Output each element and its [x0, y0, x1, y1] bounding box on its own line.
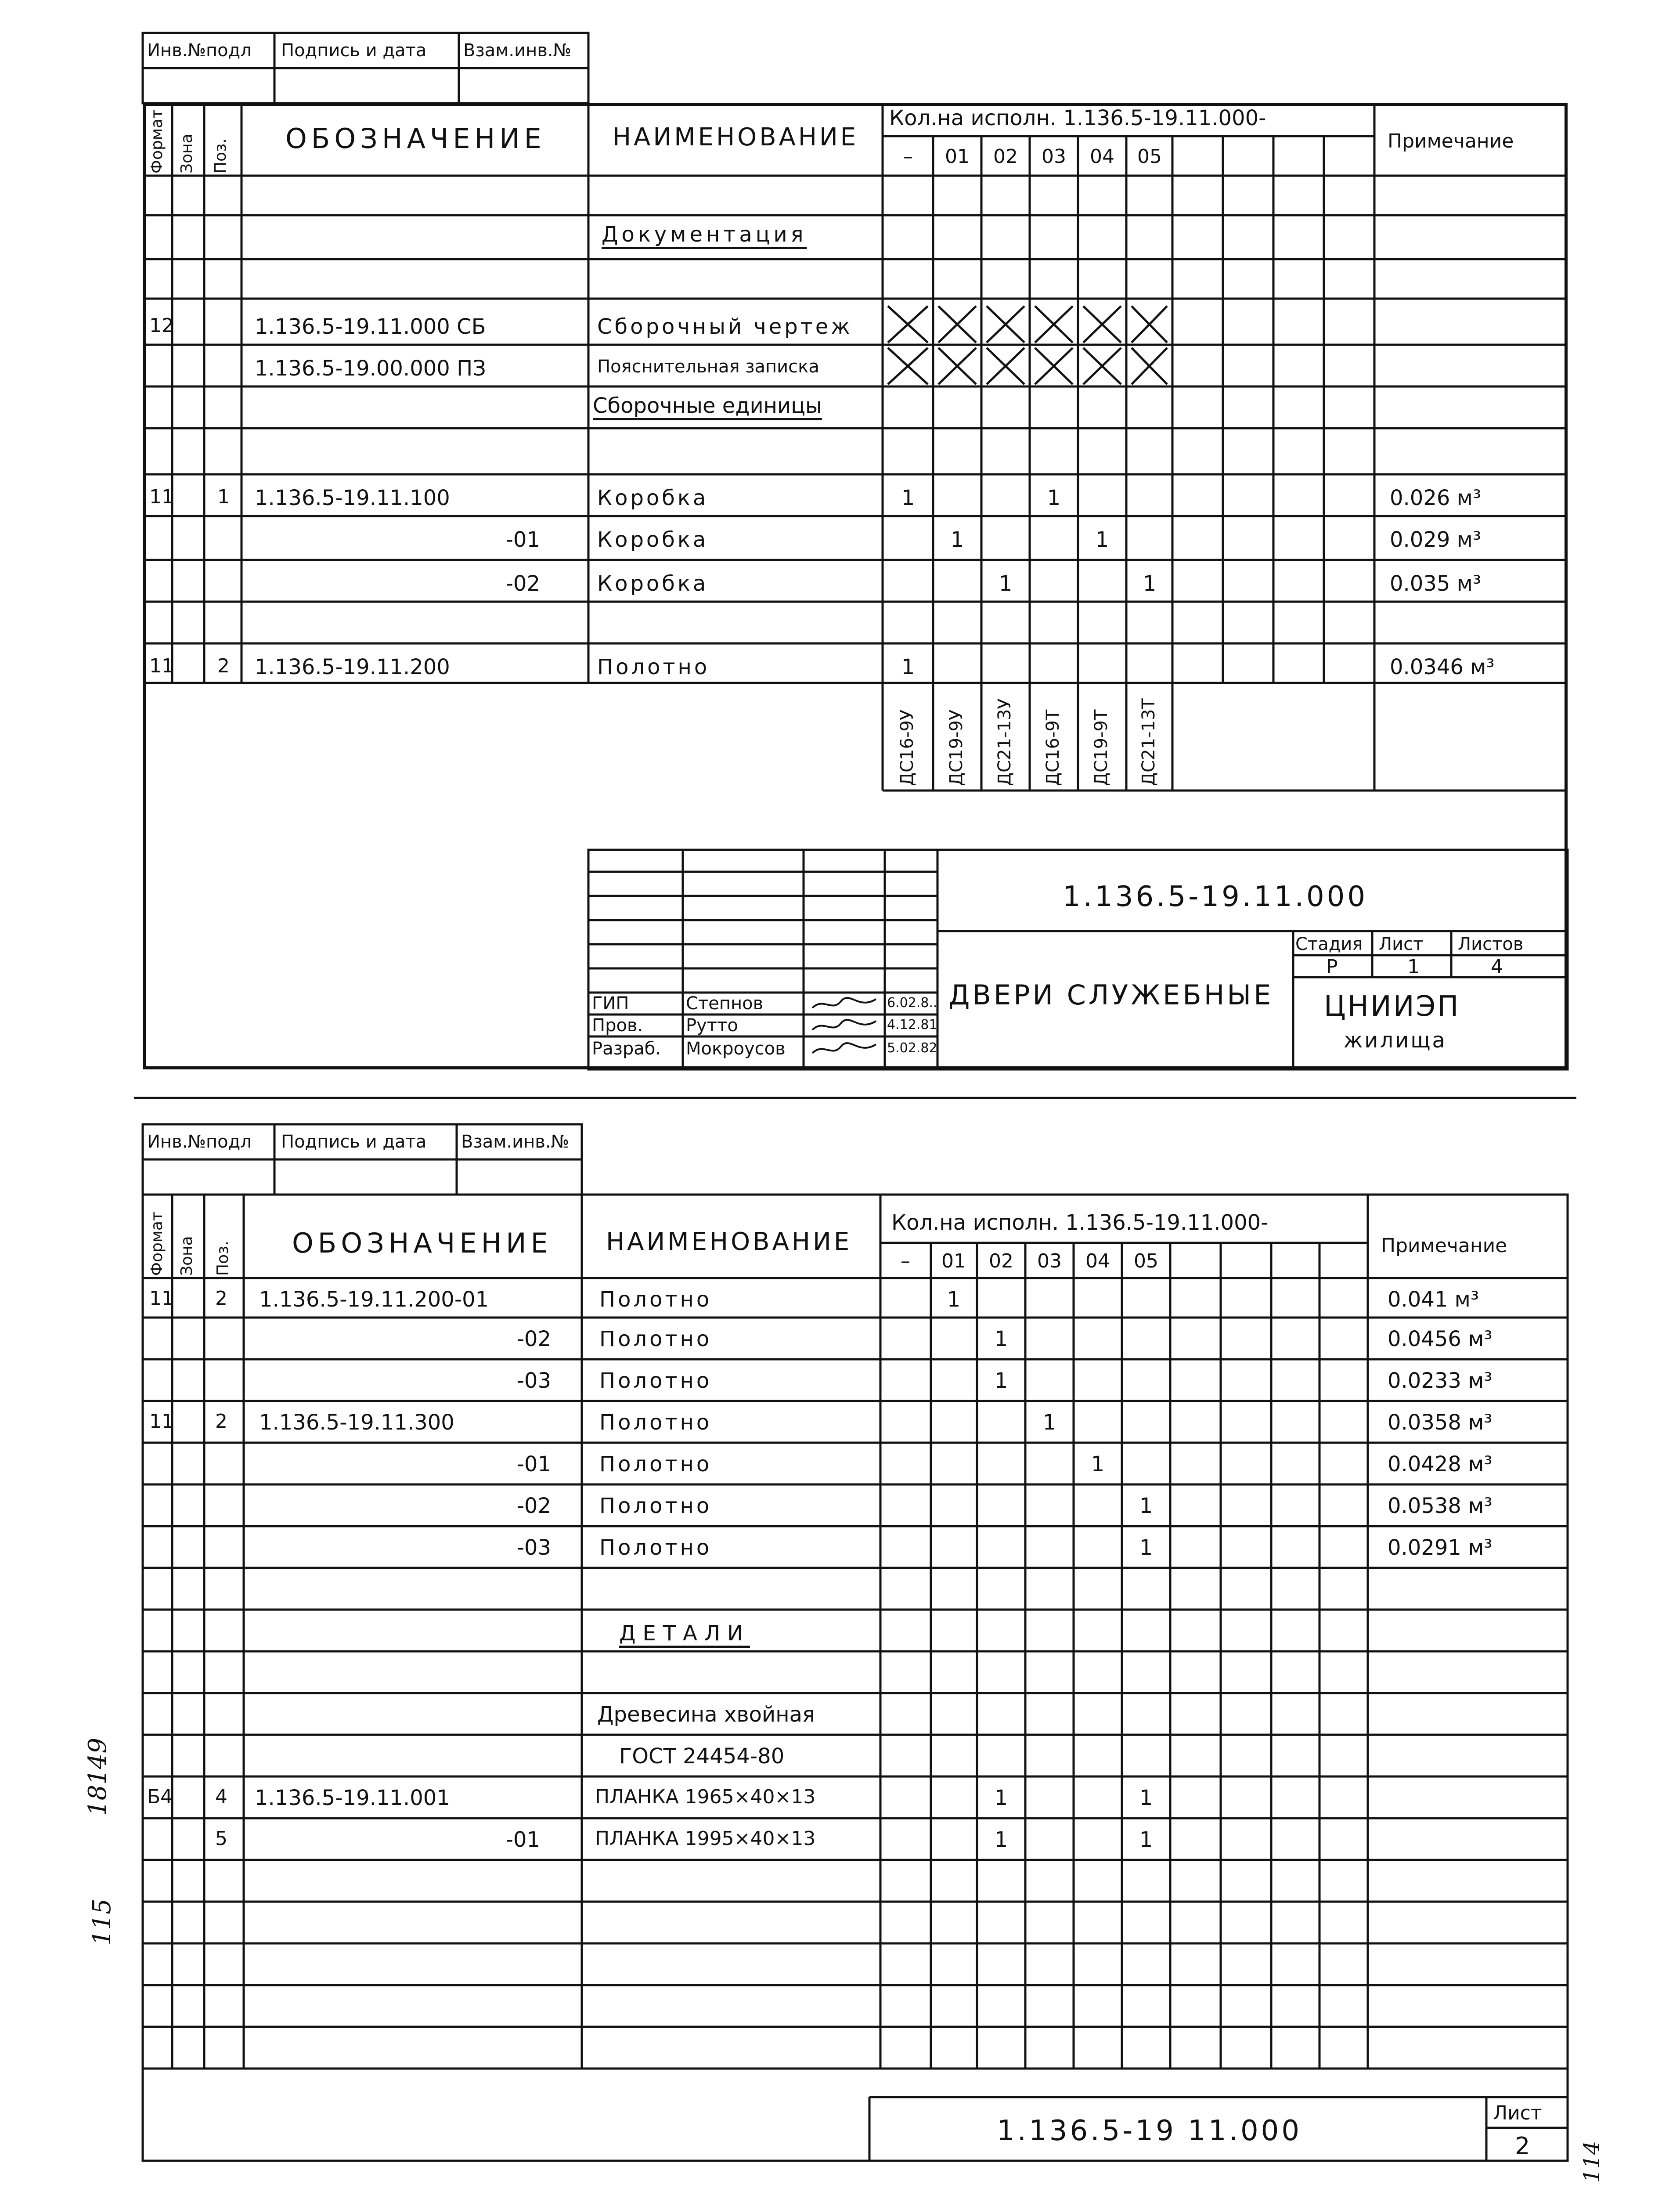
row-designation: -02 [505, 571, 540, 596]
row-quantity: 1 [994, 1368, 1008, 1393]
row-note: 0.0428 м³ [1388, 1452, 1493, 1477]
person-date: 4.12.81 [887, 1017, 937, 1033]
variant-header: 03 [1042, 145, 1066, 168]
sheet-value: 1 [1407, 956, 1420, 978]
door-type-label: ДС16-9Т [1043, 709, 1063, 786]
variant-header: 02 [989, 1250, 1013, 1272]
detail-designation: -01 [505, 1827, 540, 1852]
row-name: Полотно [599, 1287, 712, 1312]
row-quantity: 1 [999, 571, 1013, 596]
detail-name: ПЛАНКА 1965×40×13 [595, 1786, 816, 1808]
row-name: Коробка [597, 527, 709, 552]
row-note: 0.029 м³ [1390, 527, 1482, 552]
door-type-label: ДС21-13Т [1139, 698, 1159, 786]
row-note: 0.0233 м³ [1388, 1368, 1493, 1393]
person-name: Мокроусов [686, 1039, 786, 1059]
row-quantity: 1 [1139, 1535, 1153, 1560]
row-designation: 1.136.5-19.11.000 СБ [255, 314, 486, 339]
row-note: 0.0538 м³ [1388, 1494, 1493, 1518]
stamp-podpis-data: Подпись и дата [281, 40, 427, 61]
variant-header: 04 [1090, 145, 1114, 168]
row-designation: 1.136.5-19.11.200-01 [259, 1287, 489, 1312]
row-name: Полотно [599, 1327, 712, 1351]
door-type-label: ДС19-9Т [1091, 709, 1111, 786]
row-poz: 2 [215, 1410, 227, 1433]
col2-format-header: Формат [148, 1211, 166, 1276]
org-line-2: жилища [1344, 1028, 1447, 1053]
detail-designation: 1.136.5-19.11.001 [255, 1786, 450, 1810]
stamp2-podpis-data: Подпись и дата [281, 1132, 427, 1152]
row-name: Полотно [597, 655, 710, 679]
person-date: 6.02.8.. [887, 995, 937, 1011]
variant-header: 03 [1037, 1250, 1062, 1272]
row-quantity: 1 [947, 1287, 961, 1312]
variant-header: 01 [941, 1250, 966, 1272]
col2-primechanie-header: Примечание [1381, 1235, 1507, 1257]
row-quantity: 1 [1047, 486, 1061, 510]
stage-value: Р [1326, 956, 1338, 978]
row-poz: 1 [217, 486, 230, 508]
col-zona-header: Зона [178, 134, 196, 173]
row-note: 0.0346 м³ [1390, 655, 1495, 679]
signature-scribble [810, 1040, 880, 1062]
row-designation: -02 [516, 1494, 551, 1518]
row-note: 0.041 м³ [1388, 1287, 1479, 1312]
row-quantity: 1 [1042, 1410, 1056, 1435]
stamp-vzam-inv: Взам.инв.№ [463, 40, 572, 61]
col2-kol-header: Кол.на исполн. 1.136.5-19.11.000- [891, 1210, 1269, 1235]
row-quantity: 1 [1091, 1452, 1105, 1477]
row-format: 11 [149, 655, 174, 677]
row-format: 11 [149, 486, 174, 508]
row-name: Полотно [599, 1410, 712, 1435]
row-note: 0.026 м³ [1390, 486, 1482, 510]
variant-header: – [903, 145, 913, 168]
row-name: Коробка [597, 571, 709, 596]
col2-oboznachenie-header: ОБОЗНАЧЕНИЕ [292, 1227, 552, 1259]
variant-header: 01 [945, 145, 970, 168]
signature-scribble [810, 1017, 880, 1039]
sheet-label: Лист [1379, 934, 1424, 954]
col-poz-header: Поз. [212, 138, 230, 173]
row-name: Пояснительная записка [597, 357, 819, 377]
detail-quantity: 1 [994, 1827, 1008, 1852]
door-type-label: ДС21-13У [995, 698, 1015, 786]
sheets-label: Листов [1458, 934, 1524, 954]
col-naimenovanie-header: НАИМЕНОВАНИЕ [613, 123, 859, 152]
detail-poz: 5 [215, 1827, 227, 1850]
variant-header: 05 [1137, 145, 1162, 168]
row-quantity: 1 [901, 486, 915, 510]
row-quantity: 1 [1095, 527, 1109, 552]
row-poz: 2 [217, 655, 230, 677]
row-name: Полотно [599, 1535, 712, 1560]
row-poz: 2 [215, 1287, 227, 1310]
stamp2-inv-podl: Инв.№подл [147, 1132, 252, 1152]
margin-number: 18149 [83, 1737, 112, 1816]
variant-header: 05 [1134, 1250, 1158, 1272]
col2-naimenovanie-header: НАИМЕНОВАНИЕ [606, 1228, 852, 1256]
row-designation: 1.136.5-19.00.000 ПЗ [255, 356, 486, 381]
row-designation: 1.136.5-19.11.300 [259, 1410, 454, 1435]
material-line-1: Древесина хвойная [597, 1702, 815, 1727]
col2-zona-header: Зона [178, 1236, 196, 1276]
row-designation: -03 [516, 1535, 551, 1560]
person-role: Пров. [592, 1015, 643, 1036]
row-quantity: 1 [901, 655, 915, 679]
row-designation: -01 [505, 527, 540, 552]
person-name: Степнов [686, 993, 764, 1014]
row-format: 12 [149, 314, 174, 337]
col-kol-header: Кол.на исполн. 1.136.5-19.11.000- [889, 106, 1266, 130]
door-type-label: ДС16-9У [897, 709, 917, 786]
row-designation: 1.136.5-19.11.200 [255, 655, 450, 679]
col-primechanie-header: Примечание [1388, 130, 1514, 152]
row-format: 11 [149, 1287, 174, 1310]
title-block-title: ДВЕРИ СЛУЖЕБНЫЕ [948, 979, 1274, 1011]
row-format: 11 [149, 1410, 174, 1433]
section-assemblies: Сборочные единицы [593, 394, 822, 418]
row-designation: -01 [516, 1452, 551, 1477]
row-designation: 1.136.5-19.11.100 [255, 486, 450, 510]
footer-sheet-value: 2 [1515, 2132, 1530, 2160]
door-type-label: ДС19-9У [946, 709, 966, 786]
section-documentation: Документация [602, 222, 807, 247]
row-quantity: 1 [1143, 571, 1157, 596]
detail-quantity: 1 [1139, 1827, 1153, 1852]
detail-poz: 4 [215, 1786, 227, 1808]
row-name: Полотно [599, 1494, 712, 1518]
stage-label: Стадия [1295, 934, 1363, 954]
detail-name: ПЛАНКА 1995×40×13 [595, 1827, 816, 1850]
row-name: Полотно [599, 1368, 712, 1393]
row-quantity: 1 [950, 527, 964, 552]
detail-quantity: 1 [994, 1786, 1008, 1810]
row-quantity: 1 [994, 1327, 1008, 1351]
footer-sheet-label: Лист [1493, 2102, 1542, 2124]
row-designation: -03 [516, 1368, 551, 1393]
signature-scribble [810, 995, 880, 1017]
col-format-header: Формат [148, 109, 166, 173]
variant-header: – [901, 1250, 910, 1272]
footer-code: 1.136.5-19 11.000 [997, 2115, 1302, 2147]
margin-page-left: 115 [88, 1899, 116, 1946]
stamp2-vzam-inv: Взам.инв.№ [461, 1132, 570, 1152]
variant-header: 04 [1085, 1250, 1110, 1272]
margin-page-right: 114 [1579, 2141, 1604, 2183]
sheets-value: 4 [1491, 956, 1503, 978]
stamp-inv-podl: Инв.№подл [147, 40, 252, 61]
material-line-2: ГОСТ 24454-80 [619, 1744, 785, 1769]
row-name: Полотно [599, 1452, 712, 1477]
variant-header: 02 [993, 145, 1018, 168]
detail-quantity: 1 [1139, 1786, 1153, 1810]
org-line-1: ЦНИИЭП [1324, 990, 1460, 1023]
row-quantity: 1 [1139, 1494, 1153, 1518]
person-date: 5.02.82 [887, 1040, 937, 1056]
row-note: 0.0291 м³ [1388, 1535, 1493, 1560]
row-name: Коробка [597, 486, 709, 510]
person-name: Рутто [686, 1015, 738, 1036]
person-role: ГИП [592, 993, 629, 1014]
row-note: 0.035 м³ [1390, 571, 1482, 596]
row-name: Сборочный чертеж [597, 314, 853, 339]
row-note: 0.0456 м³ [1388, 1327, 1493, 1351]
detail-format: Б4 [147, 1786, 173, 1808]
col2-poz-header: Поз. [214, 1241, 232, 1276]
row-designation: -02 [516, 1327, 551, 1351]
row-note: 0.0358 м³ [1388, 1410, 1493, 1435]
details-heading: ДЕТАЛИ [619, 1621, 750, 1646]
title-block-code: 1.136.5-19.11.000 [1063, 881, 1368, 913]
person-role: Разраб. [592, 1039, 661, 1059]
col-oboznachenie-header: ОБОЗНАЧЕНИЕ [285, 123, 546, 155]
